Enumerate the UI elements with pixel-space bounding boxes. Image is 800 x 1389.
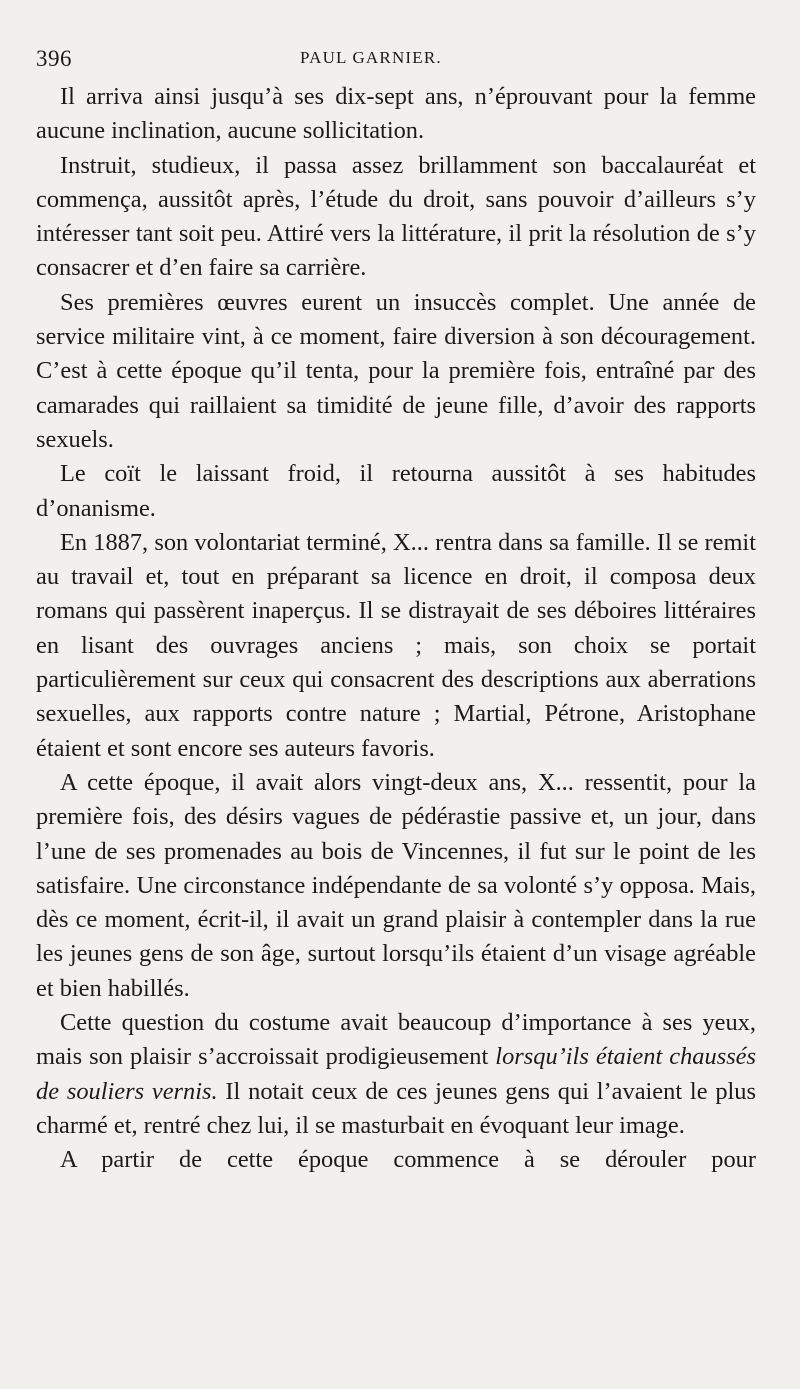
running-head: PAUL GARNIER. xyxy=(300,48,442,67)
body-text xyxy=(36,80,756,1178)
paragraph-8: A partir de cette époque commence à se dérouler pour xyxy=(60,1146,756,1174)
paragraph-7-end: Il notait ceux de ces jeunes gens qui l’avaient le plus charmé et, rentré chez lui, il se masturbait en évoquant leur image. xyxy=(36,1077,756,1139)
page-header xyxy=(36,40,756,80)
paragraph-7 xyxy=(36,1006,756,1143)
italic-emphasis: lorsqu’ils étaient chaussés de souliers vernis. xyxy=(36,1043,757,1105)
paragraph-2: Instruit, studieux, il passa assez brillamment son baccalauréat et commença, aussitôt après, l’étude du droit, sans pouvoir d’ailleurs s’y intéresser tant soit peu. Attiré vers la littérature, il prit la résolution de s’y consacrer et d’en faire sa carrière. xyxy=(36,151,756,282)
paragraph-1: Il arriva ainsi jusqu’à ses dix-sept ans, n’éprouvant pour la femme aucune inclination, aucune sollicitation. xyxy=(36,83,756,145)
paragraph-6: A cette époque, il avait alors vingt-deux ans, X... ressentit, pour la première fois, des désirs vagues de pédérastie passive et, un jour, dans l’une de ses promenades au bois de Vincennes, il fut sur le point de les satisfaire. Une circonstance indépendante de sa volonté s’y opposa. Mais, dès ce moment, écrit-il, il avait un grand plaisir à contempler dans la rue les jeunes gens de son âge, surtout lorsqu’ils étaient d’un visage agréable et bien habillés. xyxy=(36,768,756,1002)
paragraph-3: Ses premières œuvres eurent un insuccès complet. Une année de service militaire vint, à ce moment, faire diversion à son découragement. C’est à cette époque qu’il tenta, pour la première fois, entraîné par des camarades qui raillaient sa timidité de jeune fille, d’avoir des rapports sexuels. xyxy=(36,288,756,453)
paragraph-7-start: Cette question du costume avait beaucoup d’importance à ses yeux, mais son plaisir s’accroissait prodigieusement xyxy=(36,1009,756,1071)
paragraph-4: Le coït le laissant froid, il retourna aussitôt à ses habitudes d’onanisme. xyxy=(36,460,756,522)
paragraph-5: En 1887, son volontariat terminé, X... rentra dans sa famille. Il se remit au travail et, tout en préparant sa licence en droit, il composa deux romans qui passèrent inaperçus. Il se distrayait de ses déboires littéraires en lisant des ouvrages anciens ; mais, son choix se portait particulièrement sur ceux qui consacrent des descriptions aux aberrations sexuelles, aux rapports contre nature ; Martial, Pétrone, Aristophane étaient et sont encore ses auteurs favoris. xyxy=(36,528,756,762)
page-number: 396 xyxy=(36,46,72,71)
